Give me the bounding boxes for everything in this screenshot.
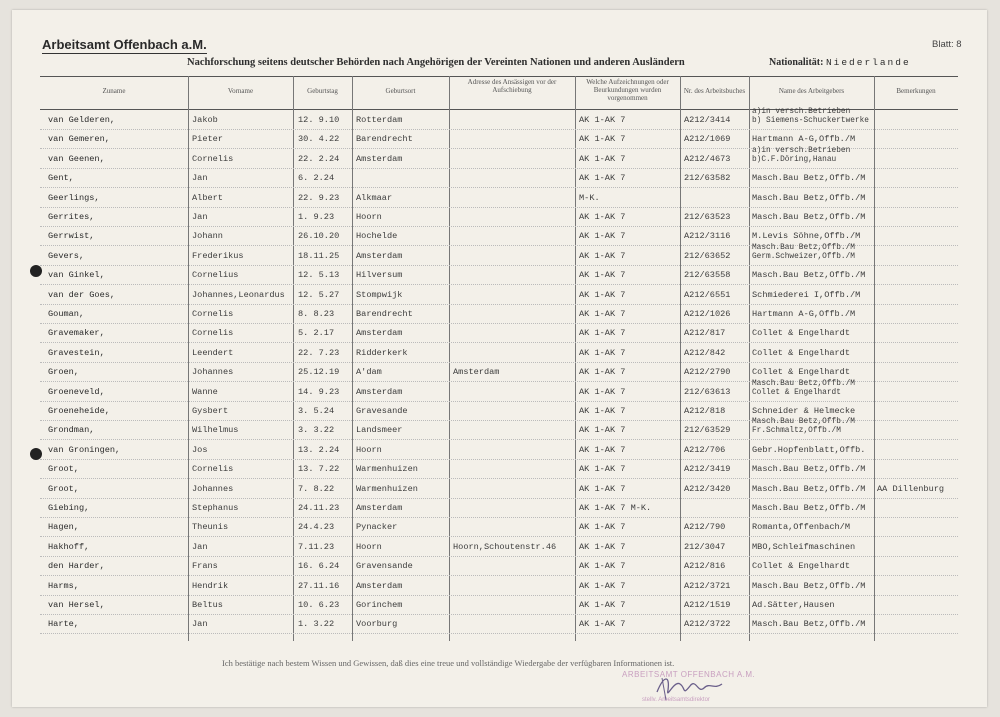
document-title: Nachforschung seitens deutscher Behörden nach Angehörigen der Vereinten Nationen und anderen Ausländern <box>187 57 685 68</box>
cell-geburtstag: 1. 9.23 <box>298 212 335 222</box>
cell-geburtsort: Hilversum <box>356 270 403 281</box>
cell-arbeitgeber: Masch.Bau Betz,Offb./M <box>752 503 866 513</box>
certification-text: Ich bestätige nach bestem Wissen und Gewissen, daß dies eine treue und vollständige Wiedergabe der verfügbaren Informationen ist. <box>222 658 675 668</box>
sheet-number: Blatt: 8 <box>932 39 962 50</box>
cell-geburtsort: Hochelde <box>356 231 398 242</box>
table-row <box>40 268 958 287</box>
cell-aufzeichnungen: AK 1-AK 7 <box>579 444 626 455</box>
cell-aufzeichnungen: AK 1-AK 7 <box>579 580 626 591</box>
cell-geburtstag: 16. 6.24 <box>298 561 340 572</box>
cell-aufzeichnungen: AK 1-AK 7 <box>579 367 626 378</box>
cell-zuname: Geerlings, <box>48 192 100 203</box>
table-row <box>40 326 958 345</box>
cell-vorname: Pieter <box>192 134 223 145</box>
table-row <box>40 191 958 210</box>
cell-adresse: Amsterdam <box>453 367 500 378</box>
cell-geburtstag: 13. 2.24 <box>298 444 340 455</box>
cell-nr: 212/63523 <box>684 212 731 222</box>
cell-arbeitgeber: MBO,Schleifmaschinen <box>752 541 856 552</box>
cell-zuname: Groot, <box>48 464 79 475</box>
cell-geburtsort: Amsterdam <box>356 503 403 513</box>
cell-aufzeichnungen: AK 1-AK 7 <box>579 270 626 281</box>
table-row <box>40 210 958 229</box>
cell-geburtsort: Amsterdam <box>356 386 403 397</box>
cell-geburtstag: 22. 7.23 <box>298 347 340 358</box>
cell-arbeitgeber: a)in versch.Betrieben <box>752 146 851 155</box>
cell-aufzeichnungen: AK 1-AK 7 <box>579 406 626 416</box>
cell-arbeitgeber: Masch.Bau Betz,Offb./M <box>752 580 866 591</box>
cell-zuname: Groen, <box>48 367 79 378</box>
cell-arbeitgeber: Masch.Bau Betz,Offb./M <box>752 379 855 388</box>
cell-adresse: Hoorn,Schoutenstr.46 <box>453 541 557 552</box>
table-row <box>40 307 958 326</box>
punch-hole-top <box>30 265 42 277</box>
cell-zuname: Gent, <box>48 173 74 184</box>
cell-nr: A212/3414 <box>684 115 731 125</box>
cell-geburtstag: 12. 5.27 <box>298 289 340 300</box>
cell-nr: 212/63613 <box>684 386 731 397</box>
cell-geburtsort: Barendrecht <box>356 309 413 319</box>
cell-nr: A212/1026 <box>684 309 731 319</box>
cell-arbeitgeber: Collet & Engelhardt <box>752 367 850 378</box>
cell-zuname: Gouman, <box>48 309 85 319</box>
table-row <box>40 501 958 520</box>
cell-nr: A212/6551 <box>684 289 731 300</box>
table-row <box>40 379 958 404</box>
cell-aufzeichnungen: AK 1-AK 7 <box>579 153 626 164</box>
cell-nr: A212/4673 <box>684 153 731 164</box>
cell-arbeitgeber: Masch.Bau Betz,Offb./M <box>752 212 866 222</box>
cell-vorname: Leendert <box>192 347 234 358</box>
cell-nr: A212/3420 <box>684 483 731 494</box>
column-header-nr: Nr. des Arbeitsbuches <box>683 87 746 95</box>
nationality-label: Nationalität: <box>769 57 824 68</box>
cell-geburtstag: 12. 9.10 <box>298 115 340 125</box>
cell-geburtstag: 22. 2.24 <box>298 153 340 164</box>
cell-nr: A212/3116 <box>684 231 731 242</box>
cell-vorname: Cornelis <box>192 309 234 319</box>
cell-nr: A212/1519 <box>684 600 731 610</box>
cell-aufzeichnungen: AK 1-AK 7 <box>579 619 626 630</box>
cell-zuname: Groeneheide, <box>48 406 110 416</box>
cell-aufzeichnungen: AK 1-AK 7 <box>579 212 626 222</box>
cell-arbeitgeber: Romanta,Offenbach/M <box>752 522 850 533</box>
cell-arbeitgeber: Collet & Engelhardt <box>752 347 850 358</box>
cell-geburtstag: 27.11.16 <box>298 580 340 591</box>
cell-nr: A212/816 <box>684 561 726 572</box>
cell-zuname: Harms, <box>48 580 79 591</box>
cell-geburtsort: Stompwijk <box>356 289 403 300</box>
cell-aufzeichnungen: M-K. <box>579 192 600 203</box>
stamp-line-1: ARBEITSAMT OFFENBACH A.M. <box>622 670 756 679</box>
cell-arbeitgeber: Masch.Bau Betz,Offb./M <box>752 619 866 630</box>
cell-geburtsort: A'dam <box>356 367 382 378</box>
cell-arbeitgeber: Hartmann A-G,Offb./M <box>752 134 856 145</box>
cell-geburtstag: 1. 3.22 <box>298 619 335 630</box>
column-header-bemerkungen: Bemerkungen <box>896 87 936 95</box>
table-row <box>40 418 958 442</box>
cell-arbeitgeber: b) Siemens-Schuckertwerke <box>752 117 869 125</box>
document-sheet <box>12 10 987 707</box>
cell-geburtstag: 5. 2.17 <box>298 328 335 339</box>
table-row <box>40 520 958 539</box>
cell-nr: A212/3721 <box>684 580 731 591</box>
cell-zuname: Groeneveld, <box>48 386 105 397</box>
cell-geburtstag: 24.4.23 <box>298 522 335 533</box>
cell-geburtstag: 7.11.23 <box>298 541 335 552</box>
table-row <box>40 482 958 501</box>
cell-aufzeichnungen: AK 1-AK 7 <box>579 309 626 319</box>
table-row <box>40 559 958 578</box>
cell-geburtstag: 22. 9.23 <box>298 192 340 203</box>
cell-arbeitgeber: Ad.Sätter,Hausen <box>752 600 835 610</box>
cell-zuname: van Gelderen, <box>48 115 116 125</box>
cell-geburtsort: Landsmeer <box>356 425 403 436</box>
nationality <box>769 57 911 68</box>
cell-geburtsort: Voorburg <box>356 619 398 630</box>
cell-arbeitgeber: Masch.Bau Betz,Offb./M <box>752 418 855 427</box>
cell-vorname: Frederikus <box>192 250 244 261</box>
cell-nr: 212/63558 <box>684 270 731 281</box>
cell-arbeitgeber: Masch.Bau Betz,Offb./M <box>752 270 866 281</box>
cell-arbeitgeber: Gebr.Hopfenblatt,Offb. <box>752 444 866 455</box>
cell-arbeitgeber: Masch.Bau Betz,Offb./M <box>752 192 866 203</box>
cell-vorname: Jan <box>192 173 208 184</box>
cell-aufzeichnungen: AK 1-AK 7 <box>579 231 626 242</box>
cell-bemerkungen: AA Dillenburg <box>877 483 945 494</box>
cell-geburtsort: Hoorn <box>356 212 382 222</box>
cell-arbeitgeber: Schmiederei I,Offb./M <box>752 289 861 300</box>
cell-vorname: Jakob <box>192 115 218 125</box>
cell-geburtsort: Warmenhuizen <box>356 483 418 494</box>
cell-aufzeichnungen: AK 1-AK 7 <box>579 522 626 533</box>
cell-geburtstag: 14. 9.23 <box>298 386 340 397</box>
cell-vorname: Jan <box>192 619 208 630</box>
cell-aufzeichnungen: AK 1-AK 7 <box>579 347 626 358</box>
cell-aufzeichnungen: AK 1-AK 7 <box>579 250 626 261</box>
table-row <box>40 171 958 190</box>
cell-aufzeichnungen: AK 1-AK 7 <box>579 134 626 145</box>
cell-geburtsort: Gorinchem <box>356 600 403 610</box>
cell-vorname: Frans <box>192 561 218 572</box>
cell-vorname: Albert <box>192 192 223 203</box>
table-row <box>40 108 958 132</box>
cell-geburtstag: 3. 5.24 <box>298 406 335 416</box>
cell-geburtstag: 26.10.20 <box>298 231 340 242</box>
cell-arbeitgeber: Schneider & Helmecke <box>752 406 856 416</box>
cell-geburtsort: Gravesande <box>356 406 408 416</box>
cell-aufzeichnungen: AK 1-AK 7 <box>579 115 626 125</box>
cell-aufzeichnungen: AK 1-AK 7 M-K. <box>579 503 652 513</box>
cell-geburtstag: 12. 5.13 <box>298 270 340 281</box>
cell-zuname: van Gemeren, <box>48 134 110 145</box>
cell-nr: A212/842 <box>684 347 726 358</box>
punch-hole-bottom <box>30 448 42 460</box>
cell-geburtsort: Ridderkerk <box>356 347 408 358</box>
cell-geburtstag: 13. 7.22 <box>298 464 340 475</box>
cell-geburtsort: Gravensande <box>356 561 413 572</box>
table-row <box>40 579 958 598</box>
cell-arbeitgeber: Masch.Bau Betz,Offb./M <box>752 243 855 252</box>
cell-nr: 212/63582 <box>684 173 731 184</box>
cell-vorname: Johannes,Leonardus <box>192 289 285 300</box>
cell-vorname: Wanne <box>192 386 218 397</box>
signature <box>652 670 727 704</box>
table-row <box>40 617 958 636</box>
cell-arbeitgeber: Collet & Engelhardt <box>752 561 850 572</box>
cell-nr: A212/817 <box>684 328 726 339</box>
cell-vorname: Cornelius <box>192 270 239 281</box>
cell-nr: 212/3047 <box>684 541 726 552</box>
cell-vorname: Johannes <box>192 367 234 378</box>
cell-arbeitgeber: Collet & Engelhardt <box>752 328 850 339</box>
cell-aufzeichnungen: AK 1-AK 7 <box>579 464 626 475</box>
cell-vorname: Jan <box>192 541 208 552</box>
office-title: Arbeitsamt Offenbach a.M. <box>42 37 207 52</box>
table-row <box>40 462 958 481</box>
cell-aufzeichnungen: AK 1-AK 7 <box>579 541 626 552</box>
cell-nr: A212/706 <box>684 444 726 455</box>
cell-geburtsort: Alkmaar <box>356 192 393 203</box>
cell-geburtstag: 10. 6.23 <box>298 600 340 610</box>
cell-vorname: Johannes <box>192 483 234 494</box>
cell-arbeitgeber: Fr.Schmaltz,Offb./M <box>752 427 841 436</box>
cell-zuname: Gravestein, <box>48 347 105 358</box>
cell-zuname: van der Goes, <box>48 289 116 300</box>
cell-nr: A212/3419 <box>684 464 731 475</box>
cell-geburtstag: 18.11.25 <box>298 250 340 261</box>
table-row <box>40 540 958 559</box>
cell-geburtsort: Amsterdam <box>356 580 403 591</box>
cell-vorname: Johann <box>192 231 223 242</box>
cell-nr: A212/2790 <box>684 367 731 378</box>
cell-vorname: Stephanus <box>192 503 239 513</box>
cell-arbeitgeber: a)in versch.Betrieben <box>752 108 851 116</box>
cell-geburtsort: Amsterdam <box>356 250 403 261</box>
cell-arbeitgeber: Masch.Bau Betz,Offb./M <box>752 173 866 184</box>
cell-aufzeichnungen: AK 1-AK 7 <box>579 561 626 572</box>
cell-geburtsort: Barendrecht <box>356 134 413 145</box>
cell-aufzeichnungen: AK 1-AK 7 <box>579 425 626 436</box>
column-header-geburtstag: Geburtstag <box>307 87 338 95</box>
cell-zuname: Gravemaker, <box>48 328 105 339</box>
table-row <box>40 598 958 617</box>
cell-zuname: Harte, <box>48 619 79 630</box>
cell-aufzeichnungen: AK 1-AK 7 <box>579 289 626 300</box>
cell-arbeitgeber: Hartmann A-G,Offb./M <box>752 309 856 319</box>
cell-geburtsort: Amsterdam <box>356 328 403 339</box>
cell-nr: A212/3722 <box>684 619 731 630</box>
cell-geburtsort: Pynacker <box>356 522 398 533</box>
cell-geburtstag: 24.11.23 <box>298 503 340 513</box>
cell-zuname: Gerrwist, <box>48 231 95 242</box>
column-header-adresse: Adresse des Ansässigen vor der Aufschiebung <box>467 78 557 94</box>
cell-arbeitgeber: b)C.F.Döring,Hanau <box>752 155 837 164</box>
cell-zuname: van Groningen, <box>48 444 121 455</box>
cell-zuname: Gerrites, <box>48 212 95 222</box>
table-row <box>40 243 958 268</box>
cell-geburtsort: Hoorn <box>356 444 382 455</box>
stamp-line-2: stellv. Arbeitsamtsdirektor <box>642 697 710 703</box>
column-header-zuname: Zuname <box>102 87 126 95</box>
cell-arbeitgeber: Germ.Schweizer,Offb./M <box>752 252 855 261</box>
cell-geburtsort: Hoorn <box>356 541 382 552</box>
cell-nr: A212/790 <box>684 522 726 533</box>
cell-vorname: Cornelis <box>192 464 234 475</box>
cell-geburtstag: 8. 8.23 <box>298 309 335 319</box>
cell-arbeitgeber: Collet & Engelhardt <box>752 388 841 397</box>
table-row <box>40 288 958 307</box>
cell-zuname: van Hersel, <box>48 600 105 610</box>
cell-zuname: Hakhoff, <box>48 541 90 552</box>
cell-geburtstag: 3. 3.22 <box>298 425 335 436</box>
cell-zuname: van Geenen, <box>48 153 105 164</box>
cell-vorname: Theunis <box>192 522 229 533</box>
cell-zuname: Giebing, <box>48 503 90 513</box>
cell-vorname: Jan <box>192 212 208 222</box>
cell-geburtsort: Rotterdam <box>356 115 403 125</box>
cell-aufzeichnungen: AK 1-AK 7 <box>579 173 626 184</box>
column-header-arbeitgeber: Name des Arbeitgebers <box>778 87 845 95</box>
cell-zuname: Hagen, <box>48 522 79 533</box>
cell-geburtstag: 25.12.19 <box>298 367 340 378</box>
cell-vorname: Cornelis <box>192 328 234 339</box>
cell-arbeitgeber: M.Levis Söhne,Offb./M <box>752 231 861 242</box>
table-row <box>40 443 958 462</box>
cell-zuname: van Ginkel, <box>48 270 105 281</box>
cell-arbeitgeber: Masch.Bau Betz,Offb./M <box>752 483 866 494</box>
cell-aufzeichnungen: AK 1-AK 7 <box>579 386 626 397</box>
column-header-geburtsort: Geburtsort <box>385 87 416 95</box>
cell-geburtstag: 7. 8.22 <box>298 483 335 494</box>
cell-zuname: Grondman, <box>48 425 95 436</box>
table-row <box>40 146 958 171</box>
cell-geburtstag: 6. 2.24 <box>298 173 335 184</box>
cell-vorname: Jos <box>192 444 208 455</box>
cell-nr: 212/63652 <box>684 250 731 261</box>
cell-vorname: Beltus <box>192 600 223 610</box>
cell-zuname: Groot, <box>48 483 79 494</box>
cell-nr: A212/1069 <box>684 134 731 145</box>
cell-vorname: Hendrik <box>192 580 229 591</box>
table-row <box>40 346 958 365</box>
cell-vorname: Gysbert <box>192 406 229 416</box>
nationality-value: Niederlande <box>825 57 911 68</box>
cell-geburtsort: Amsterdam <box>356 153 403 164</box>
cell-zuname: Gevers, <box>48 250 85 261</box>
cell-aufzeichnungen: AK 1-AK 7 <box>579 328 626 339</box>
cell-aufzeichnungen: AK 1-AK 7 <box>579 483 626 494</box>
cell-nr: 212/63529 <box>684 425 731 436</box>
cell-geburtstag: 30. 4.22 <box>298 134 340 145</box>
table-top-rule <box>40 76 958 77</box>
cell-geburtsort: Warmenhuizen <box>356 464 418 475</box>
column-header-aufzeichnungen: Welche Aufzeichnungen oder Beurkundungen wurden vorgenommen <box>586 78 669 102</box>
cell-vorname: Wilhelmus <box>192 425 239 436</box>
cell-nr: A212/818 <box>684 406 726 416</box>
cell-arbeitgeber: Masch.Bau Betz,Offb./M <box>752 464 866 475</box>
cell-vorname: Cornelis <box>192 153 234 164</box>
column-header-vorname: Vorname <box>227 87 254 95</box>
cell-aufzeichnungen: AK 1-AK 7 <box>579 600 626 610</box>
cell-zuname: den Harder, <box>48 561 105 572</box>
